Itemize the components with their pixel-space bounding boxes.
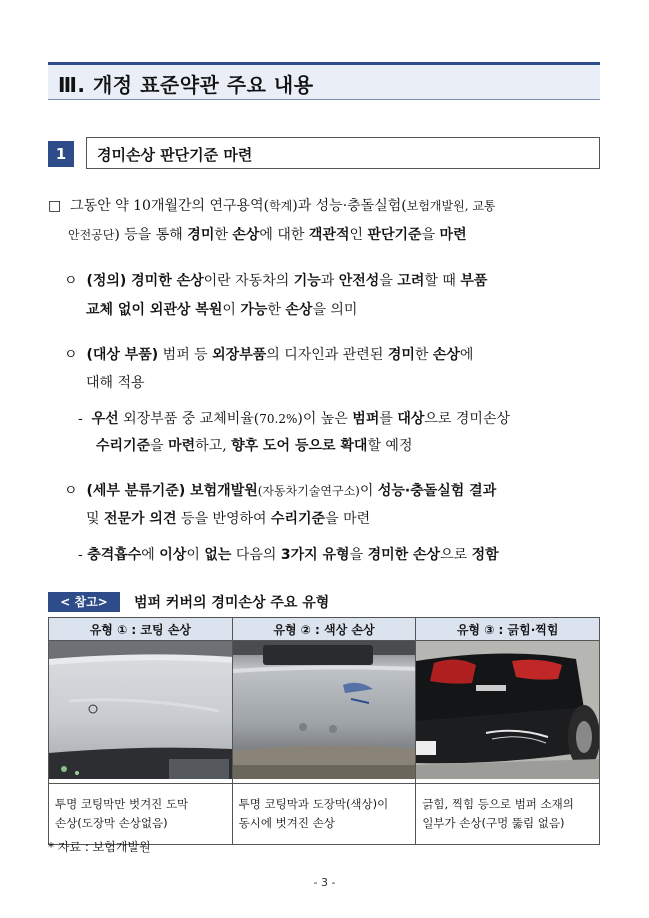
para2-line1 bbox=[64, 268, 487, 294]
text: 인 bbox=[349, 227, 368, 243]
type1-header: 유형 ① : 코팅 손상 bbox=[49, 618, 233, 641]
text: 안전공단 bbox=[68, 228, 115, 242]
text: 과 bbox=[320, 273, 339, 289]
caption-line: 투명 코팅막만 벗겨진 도막 bbox=[55, 797, 189, 811]
text: 경미한 손상 bbox=[367, 547, 441, 563]
text: 이 bbox=[359, 483, 378, 499]
text: 70.2% bbox=[259, 412, 298, 426]
text: 이 bbox=[222, 302, 241, 318]
text: 이 bbox=[186, 547, 205, 563]
text: (세부 분류기준) 보험개발원 bbox=[86, 483, 258, 499]
caption-line: 손상(도장막 손상없음) bbox=[55, 816, 168, 830]
type1-photo bbox=[49, 641, 233, 784]
text: 충격흡수 bbox=[87, 547, 142, 563]
text: 대상 bbox=[397, 411, 425, 427]
subsection-title: 경미손상 판단기준 마련 bbox=[97, 146, 253, 164]
text: 에 대한 bbox=[259, 227, 309, 243]
para4-line1 bbox=[78, 406, 510, 432]
circle-bullet: ㅇ bbox=[64, 483, 78, 499]
section-title-bar bbox=[48, 62, 600, 100]
text: (자동차기술연구소) bbox=[257, 484, 360, 498]
text: 한 bbox=[414, 347, 433, 363]
text: 범퍼 등 bbox=[158, 347, 213, 363]
caption-line: 긁힘, 찍힘 등으로 범퍼 소재의 bbox=[422, 797, 574, 811]
text: 교체 없이 외관상 복원 bbox=[86, 302, 223, 318]
text: 안전성 bbox=[338, 273, 380, 289]
text: 을 bbox=[349, 547, 368, 563]
text: 보험개발원, 교통 bbox=[406, 199, 496, 213]
text: 한 bbox=[267, 302, 286, 318]
text: 할 예정 bbox=[367, 438, 413, 454]
caption-line: 투명 코팅막과 도장막(색상)이 bbox=[238, 797, 389, 811]
text: 그동안 약 10개월간의 연구용역( bbox=[70, 198, 270, 214]
text: 이상 bbox=[159, 547, 187, 563]
para1-line1 bbox=[48, 193, 496, 219]
source-note: * 자료 : 보험개발원 bbox=[48, 840, 151, 854]
text: 고려 bbox=[397, 273, 425, 289]
type1-caption bbox=[49, 784, 233, 845]
type3-caption bbox=[416, 784, 600, 845]
para1-line2 bbox=[68, 222, 467, 248]
text: 다음의 bbox=[231, 547, 281, 563]
text: 으로 경미손상 bbox=[424, 411, 511, 427]
text: 전문가 의견 bbox=[103, 511, 177, 527]
text: 마련 bbox=[168, 438, 196, 454]
para5-line2 bbox=[86, 506, 370, 532]
text: 에 bbox=[141, 547, 160, 563]
scratch-dent-bumper-photo bbox=[416, 641, 599, 779]
text: 경미 bbox=[387, 347, 415, 363]
text: 향후 도어 등으로 확대 bbox=[231, 438, 368, 454]
text: 을 bbox=[150, 438, 169, 454]
text: 마련 bbox=[439, 227, 467, 243]
coating-damage-bumper-photo bbox=[49, 641, 232, 779]
reference-title: 범퍼 커버의 경미손상 주요 유형 bbox=[134, 595, 330, 611]
text: 범퍼 bbox=[352, 411, 380, 427]
text: 정함 bbox=[471, 547, 499, 563]
text: )이 높은 bbox=[297, 411, 353, 427]
type2-photo bbox=[232, 641, 416, 784]
text: 으로 bbox=[440, 547, 472, 563]
para2-line2 bbox=[86, 297, 357, 323]
text: 판단기준 bbox=[367, 227, 422, 243]
text: 을 마련 bbox=[325, 511, 371, 527]
text: 기능 bbox=[293, 273, 321, 289]
text: 한 bbox=[214, 227, 233, 243]
color-damage-bumper-photo bbox=[233, 641, 416, 779]
text: 3가지 유형 bbox=[280, 547, 350, 563]
text: 를 bbox=[379, 411, 398, 427]
para3-line1 bbox=[64, 342, 473, 368]
text: 외장부품 bbox=[212, 347, 267, 363]
text: 하고, bbox=[195, 438, 232, 454]
dash-bullet: - bbox=[78, 411, 83, 427]
text: (정의) 경미한 손상 bbox=[86, 273, 204, 289]
type2-caption bbox=[232, 784, 416, 845]
circle-bullet: ㅇ bbox=[64, 273, 78, 289]
type3-photo bbox=[416, 641, 600, 784]
type3-header: 유형 ③ : 긁힘·찍힘 bbox=[416, 618, 600, 641]
text: 우선 bbox=[91, 411, 119, 427]
text: (대상 부품) bbox=[86, 347, 159, 363]
subsection-number: 1 bbox=[48, 141, 74, 167]
text: 을 의미 bbox=[312, 302, 358, 318]
section-title: Ⅲ. 개정 표준약관 주요 내용 bbox=[58, 73, 314, 97]
text: 손상 bbox=[432, 347, 460, 363]
text: )과 성능·충돌실험( bbox=[292, 198, 407, 214]
text: 가능 bbox=[240, 302, 268, 318]
text: ) 등을 통해 bbox=[114, 227, 188, 243]
dash-bullet: - bbox=[78, 547, 83, 563]
page-number: - 3 - bbox=[313, 876, 336, 889]
reference-tag: < 참고> bbox=[48, 592, 120, 612]
para4-line2 bbox=[96, 433, 412, 459]
circle-bullet: ㅇ bbox=[64, 347, 78, 363]
para3-line2: 대해 적용 bbox=[86, 375, 145, 391]
text: 부품 bbox=[460, 273, 488, 289]
caption-line: 일부가 손상(구멍 뚫림 없음) bbox=[422, 816, 565, 830]
text: 을 bbox=[421, 227, 440, 243]
text: 의 디자인과 관련된 bbox=[266, 347, 388, 363]
text: 및 bbox=[86, 511, 104, 527]
text: 할 때 bbox=[424, 273, 461, 289]
text: 에 bbox=[459, 347, 474, 363]
text: 객관적 bbox=[308, 227, 350, 243]
text: 손상 bbox=[232, 227, 260, 243]
text: 경미 bbox=[187, 227, 215, 243]
text: 이란 자동차의 bbox=[203, 273, 294, 289]
subsection-box bbox=[86, 137, 600, 169]
text: 손상 bbox=[285, 302, 313, 318]
caption-line: 동시에 벗겨진 손상 bbox=[238, 816, 335, 830]
text: 학계 bbox=[269, 199, 293, 213]
text: 없는 bbox=[204, 547, 232, 563]
para6-line bbox=[78, 542, 499, 568]
text: 수리기준 bbox=[270, 511, 326, 527]
text: 수리기준 bbox=[96, 438, 151, 454]
damage-types-table bbox=[48, 617, 600, 845]
para5-line1 bbox=[64, 478, 496, 504]
text: 외장부품 중 교체비율( bbox=[118, 411, 260, 427]
text: 성능·충돌실험 결과 bbox=[377, 483, 497, 499]
text: 을 bbox=[379, 273, 398, 289]
text: 등을 반영하여 bbox=[176, 511, 271, 527]
type2-header: 유형 ② : 색상 손상 bbox=[232, 618, 416, 641]
square-bullet: □ bbox=[48, 198, 62, 214]
